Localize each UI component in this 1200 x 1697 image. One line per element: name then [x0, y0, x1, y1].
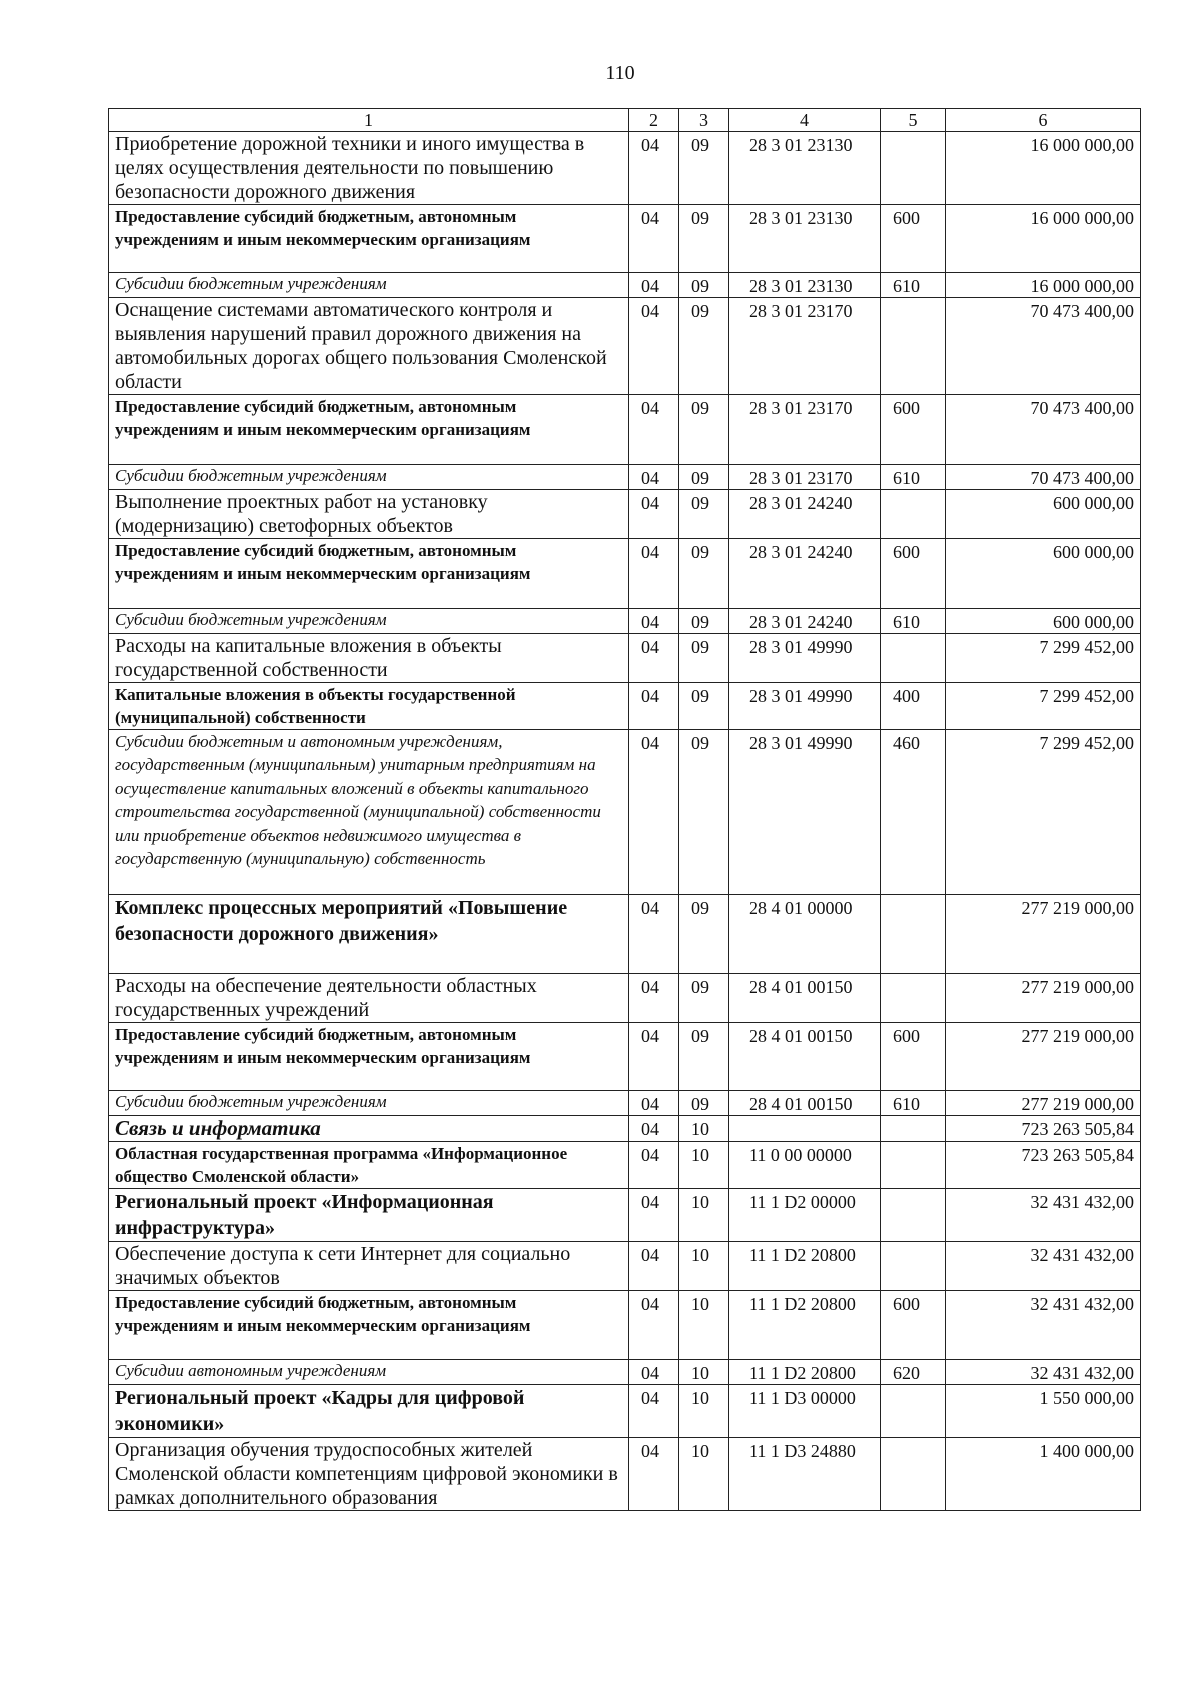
row-target-article: 11 0 00 00000: [729, 1142, 881, 1189]
row-name-cell: Субсидии автономным учреждениям: [109, 1360, 629, 1385]
table-row: [109, 609, 1141, 634]
row-subsection-code: 09: [679, 465, 729, 490]
row-target-article: 11 1 D3 00000: [729, 1385, 881, 1438]
table-row: [109, 1116, 1141, 1142]
row-target-article: 28 3 01 23170: [729, 395, 881, 465]
row-target-article: 11 1 D2 00000: [729, 1189, 881, 1242]
row-amount: 277 219 000,00: [946, 974, 1141, 1023]
row-expense-type: [881, 634, 946, 683]
row-expense-type: [881, 1116, 946, 1142]
row-expense-type: [881, 974, 946, 1023]
row-section-code: 04: [629, 683, 679, 730]
row-amount: 1 550 000,00: [946, 1385, 1141, 1438]
row-amount: 277 219 000,00: [946, 1023, 1141, 1091]
row-section-code: 04: [629, 1023, 679, 1091]
table-row: [109, 1242, 1141, 1291]
row-target-article: 28 3 01 49990: [729, 683, 881, 730]
row-amount: 32 431 432,00: [946, 1242, 1141, 1291]
row-expense-type: [881, 490, 946, 539]
row-expense-type: 610: [881, 273, 946, 298]
row-subsection-code: 09: [679, 395, 729, 465]
row-subsection-code: 10: [679, 1242, 729, 1291]
row-amount: 277 219 000,00: [946, 895, 1141, 974]
row-subsection-code: 10: [679, 1189, 729, 1242]
row-expense-type: [881, 1242, 946, 1291]
page-number: 110: [605, 62, 635, 84]
header-col-2: 2: [629, 109, 679, 132]
row-target-article: 28 3 01 49990: [729, 634, 881, 683]
row-name-cell: Региональный проект «Кадры для цифровой экономики»: [109, 1385, 629, 1438]
row-amount: 600 000,00: [946, 609, 1141, 634]
row-section-code: 04: [629, 1360, 679, 1385]
row-amount: 70 473 400,00: [946, 298, 1141, 395]
row-subsection-code: 09: [679, 895, 729, 974]
table-row: [109, 1142, 1141, 1189]
row-name-cell: Субсидии бюджетным учреждениям: [109, 1091, 629, 1116]
row-section-code: 04: [629, 634, 679, 683]
row-section-code: 04: [629, 1438, 679, 1511]
row-amount: 7 299 452,00: [946, 634, 1141, 683]
table-row: [109, 539, 1141, 609]
row-subsection-code: 10: [679, 1116, 729, 1142]
row-subsection-code: 09: [679, 634, 729, 683]
row-section-code: 04: [629, 974, 679, 1023]
row-target-article: 28 3 01 23170: [729, 298, 881, 395]
row-target-article: 11 1 D2 20800: [729, 1360, 881, 1385]
table-row: [109, 895, 1141, 974]
row-section-code: 04: [629, 1242, 679, 1291]
row-amount: 70 473 400,00: [946, 395, 1141, 465]
row-target-article: 28 3 01 23130: [729, 205, 881, 273]
row-subsection-code: 09: [679, 205, 729, 273]
row-subsection-code: 09: [679, 273, 729, 298]
table-row: [109, 490, 1141, 539]
table-row: [109, 974, 1141, 1023]
row-name-cell: Комплекс процессных мероприятий «Повышение безопасности дорожного движения»: [109, 895, 629, 974]
row-amount: 7 299 452,00: [946, 683, 1141, 730]
row-amount: 600 000,00: [946, 539, 1141, 609]
header-col-4: 4: [729, 109, 881, 132]
row-expense-type: [881, 1142, 946, 1189]
row-subsection-code: 09: [679, 298, 729, 395]
row-amount: 16 000 000,00: [946, 132, 1141, 205]
row-name-cell: Связь и информатика: [109, 1116, 629, 1142]
row-expense-type: [881, 298, 946, 395]
table-body: [109, 132, 1141, 1511]
row-expense-type: 600: [881, 395, 946, 465]
row-expense-type: 620: [881, 1360, 946, 1385]
row-name-cell: Региональный проект «Информационная инфраструктура»: [109, 1189, 629, 1242]
row-name-cell: Оснащение системами автоматического контроля и выявления нарушений правил дорожного движения на автомобильных дорогах общего пользования Смоленской области: [109, 298, 629, 395]
table-row: [109, 683, 1141, 730]
row-expense-type: [881, 1438, 946, 1511]
row-expense-type: 460: [881, 730, 946, 895]
row-name-cell: Расходы на обеспечение деятельности областных государственных учреждений: [109, 974, 629, 1023]
row-amount: 723 263 505,84: [946, 1142, 1141, 1189]
row-target-article: 11 1 D3 24880: [729, 1438, 881, 1511]
row-name-cell: Приобретение дорожной техники и иного имущества в целях осуществления деятельности по повышению безопасности дорожного движения: [109, 132, 629, 205]
row-expense-type: 610: [881, 609, 946, 634]
row-target-article: 28 3 01 24240: [729, 490, 881, 539]
row-amount: 723 263 505,84: [946, 1116, 1141, 1142]
row-amount: 7 299 452,00: [946, 730, 1141, 895]
row-name-cell: Предоставление субсидий бюджетным, автономным учреждениям и иным некоммерческим организациям: [109, 1291, 629, 1360]
row-target-article: 28 3 01 49990: [729, 730, 881, 895]
row-section-code: 04: [629, 1091, 679, 1116]
row-subsection-code: 09: [679, 490, 729, 539]
row-expense-type: 600: [881, 1023, 946, 1091]
row-section-code: 04: [629, 205, 679, 273]
row-expense-type: 600: [881, 205, 946, 273]
row-subsection-code: 10: [679, 1291, 729, 1360]
row-name-cell: Субсидии бюджетным учреждениям: [109, 273, 629, 298]
row-amount: 32 431 432,00: [946, 1291, 1141, 1360]
table-row: [109, 1023, 1141, 1091]
row-section-code: 04: [629, 1116, 679, 1142]
row-subsection-code: 09: [679, 1023, 729, 1091]
row-section-code: 04: [629, 298, 679, 395]
row-expense-type: 600: [881, 539, 946, 609]
row-target-article: 28 3 01 23130: [729, 132, 881, 205]
row-subsection-code: 10: [679, 1142, 729, 1189]
row-section-code: 04: [629, 895, 679, 974]
header-col-6: 6: [946, 109, 1141, 132]
row-amount: 600 000,00: [946, 490, 1141, 539]
row-amount: 16 000 000,00: [946, 273, 1141, 298]
row-section-code: 04: [629, 132, 679, 205]
row-section-code: 04: [629, 395, 679, 465]
row-target-article: [729, 1116, 881, 1142]
row-subsection-code: 09: [679, 730, 729, 895]
row-name-cell: Субсидии бюджетным учреждениям: [109, 465, 629, 490]
row-subsection-code: 10: [679, 1385, 729, 1438]
budget-table: [108, 108, 1141, 1511]
row-section-code: 04: [629, 609, 679, 634]
row-subsection-code: 09: [679, 1091, 729, 1116]
row-amount: 32 431 432,00: [946, 1360, 1141, 1385]
row-section-code: 04: [629, 1189, 679, 1242]
header-col-5: 5: [881, 109, 946, 132]
row-section-code: 04: [629, 1385, 679, 1438]
row-expense-type: [881, 132, 946, 205]
row-subsection-code: 09: [679, 683, 729, 730]
row-section-code: 04: [629, 730, 679, 895]
row-expense-type: [881, 1385, 946, 1438]
row-name-cell: Предоставление субсидий бюджетным, автономным учреждениям и иным некоммерческим организациям: [109, 1023, 629, 1091]
row-amount: 70 473 400,00: [946, 465, 1141, 490]
table-row: [109, 1385, 1141, 1438]
row-name-cell: Предоставление субсидий бюджетным, автономным учреждениям и иным некоммерческим организациям: [109, 539, 629, 609]
row-name-cell: Организация обучения трудоспособных жителей Смоленской области компетенциям цифровой экономики в рамках дополнительного образования: [109, 1438, 629, 1511]
row-section-code: 04: [629, 490, 679, 539]
table-row: [109, 634, 1141, 683]
row-target-article: 28 3 01 23130: [729, 273, 881, 298]
header-col-3: 3: [679, 109, 729, 132]
table-header-row: [109, 109, 1141, 132]
row-subsection-code: 09: [679, 132, 729, 205]
row-target-article: 28 4 01 00150: [729, 1023, 881, 1091]
table-row: [109, 465, 1141, 490]
table-row: [109, 1291, 1141, 1360]
row-name-cell: Субсидии бюджетным и автономным учреждениям, государственным (муниципальным) унитарным предприятиям на осуществление капитальных вложений в объекты капитального строительства государственной (муниципальной) собственности или приобретение объектов недвижимого имущества в государственную (муниципальную) собственность: [109, 730, 629, 895]
row-target-article: 28 4 01 00150: [729, 1091, 881, 1116]
row-target-article: 28 4 01 00000: [729, 895, 881, 974]
row-name-cell: Обеспечение доступа к сети Интернет для социально значимых объектов: [109, 1242, 629, 1291]
table-row: [109, 1438, 1141, 1511]
row-name-cell: Расходы на капитальные вложения в объекты государственной собственности: [109, 634, 629, 683]
row-name-cell: Предоставление субсидий бюджетным, автономным учреждениям и иным некоммерческим организациям: [109, 395, 629, 465]
row-amount: 277 219 000,00: [946, 1091, 1141, 1116]
row-amount: 16 000 000,00: [946, 205, 1141, 273]
row-name-cell: Предоставление субсидий бюджетным, автономным учреждениям и иным некоммерческим организациям: [109, 205, 629, 273]
row-expense-type: 610: [881, 465, 946, 490]
row-expense-type: [881, 1189, 946, 1242]
row-subsection-code: 09: [679, 539, 729, 609]
row-section-code: 04: [629, 539, 679, 609]
row-expense-type: [881, 895, 946, 974]
table-row: [109, 1189, 1141, 1242]
row-name-cell: Выполнение проектных работ на установку (модернизацию) светофорных объектов: [109, 490, 629, 539]
header-col-1: 1: [109, 109, 629, 132]
row-target-article: 11 1 D2 20800: [729, 1242, 881, 1291]
row-amount: 32 431 432,00: [946, 1189, 1141, 1242]
table-row: [109, 298, 1141, 395]
row-target-article: 28 3 01 23170: [729, 465, 881, 490]
row-name-cell: Областная государственная программа «Информационное общество Смоленской области»: [109, 1142, 629, 1189]
row-target-article: 28 4 01 00150: [729, 974, 881, 1023]
row-subsection-code: 09: [679, 974, 729, 1023]
table-row: [109, 132, 1141, 205]
row-expense-type: 400: [881, 683, 946, 730]
row-subsection-code: 09: [679, 609, 729, 634]
row-target-article: 11 1 D2 20800: [729, 1291, 881, 1360]
row-target-article: 28 3 01 24240: [729, 609, 881, 634]
table-row: [109, 273, 1141, 298]
row-name-cell: Субсидии бюджетным учреждениям: [109, 609, 629, 634]
table-row: [109, 205, 1141, 273]
table-row: [109, 1091, 1141, 1116]
row-amount: 1 400 000,00: [946, 1438, 1141, 1511]
row-section-code: 04: [629, 273, 679, 298]
row-subsection-code: 10: [679, 1438, 729, 1511]
table-row: [109, 395, 1141, 465]
row-expense-type: 610: [881, 1091, 946, 1116]
row-name-cell: Капитальные вложения в объекты государственной (муниципальной) собственности: [109, 683, 629, 730]
table-row: [109, 730, 1141, 895]
row-subsection-code: 10: [679, 1360, 729, 1385]
row-expense-type: 600: [881, 1291, 946, 1360]
row-section-code: 04: [629, 465, 679, 490]
table-row: [109, 1360, 1141, 1385]
row-section-code: 04: [629, 1142, 679, 1189]
row-section-code: 04: [629, 1291, 679, 1360]
row-target-article: 28 3 01 24240: [729, 539, 881, 609]
